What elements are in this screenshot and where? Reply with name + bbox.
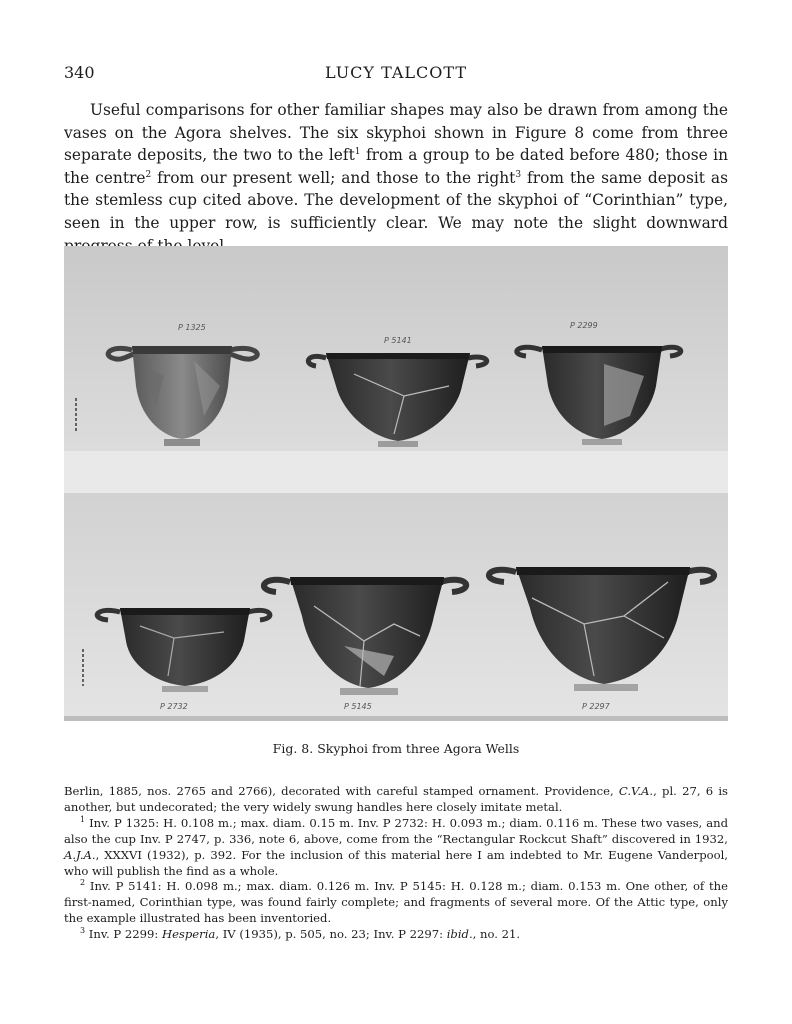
footnote-cont-text-2: , pl. 27, 6 is another, but undecorated; the very widely swung handles here closely imitate metal. [64, 784, 728, 814]
footnote-ref-1[interactable]: 1 [354, 147, 361, 158]
footnote-2-marker: 2 [80, 878, 86, 888]
footnote-1-aja: A.J.A. [64, 847, 96, 862]
footnote-3-hesperia: Hesperia [161, 927, 216, 942]
label-p2732: P 2732 [160, 702, 188, 711]
footnote-2 [64, 879, 728, 927]
label-p1325: P 1325 [178, 323, 206, 332]
footnote-2-text: Inv. P 5141: H. 0.098 m.; max. diam. 0.126 m. Inv. P 5145: H. 0.128 m.; diam. 0.153 m. One other, of the first-named, Corinthian type, was found fairly complete; and fragments of several more. Of the Attic type, only the example illustrated has been inventoried. [64, 879, 728, 926]
body-text-1: Useful comparisons for other familiar shapes may also be drawn from among the vases on the Agora shelves. The six skyphoi shown in Figure 8 come from three separate deposits, the two to the left [64, 101, 728, 165]
body-text-2: from a group to be dated before 480; those in the centre [64, 146, 728, 187]
footnote-1-marker: 1 [80, 814, 86, 824]
footnote-3-text-a: Inv. P 2299: [85, 927, 162, 942]
label-p2297: P 2297 [582, 702, 610, 711]
footnote-3 [64, 927, 728, 943]
body-paragraph [64, 99, 728, 257]
footnote-cont-text-1: Berlin, 1885, nos. 2765 and 2766), decorated with careful stamped ornament. Providence, [64, 784, 619, 798]
footnote-ref-2[interactable]: 2 [145, 169, 152, 180]
body-text-4: from the same deposit as the stemless cup cited above. The development of the skyphoi of “Corinthian” type, seen in the upper row, is sufficiently clear. We may note the slight downward [64, 168, 728, 232]
footnote-1 [64, 816, 728, 880]
footnote-continuation [64, 784, 728, 816]
footnote-1-text-b: , XXXVI (1932), p. 392. For the inclusion of this material here I am indebted to Mr. Eugene Vanderpool, who will publish the find as a whole. [64, 847, 728, 878]
label-p5141: P 5141 [384, 336, 412, 345]
skyphoi-photograph [64, 246, 728, 721]
footnote-3-text-c: , no. 21. [472, 927, 521, 942]
body-text-3: from our present well; and those to the right [151, 168, 516, 187]
footnote-3-text-b: , IV (1935), p. 505, no. 23; Inv. P 2297: [215, 927, 447, 942]
page-header [64, 63, 728, 87]
figure-caption: Fig. 8. Skyphoi from three Agora Wells [272, 741, 520, 756]
footnote-3-ibid: ibid. [446, 927, 473, 942]
label-p2299: P 2299 [570, 321, 598, 330]
footnote-ref-3[interactable]: 3 [515, 169, 522, 180]
footnote-cont-cva: C.V.A. [618, 784, 654, 798]
footnote-1-text-a: Inv. P 1325: H. 0.108 m.; max. diam. 0.15 m. Inv. P 2732: H. 0.093 m.; diam. 0.116 m. These two vases, and also the cup Inv. P 2747, p. 336, note 6, above, come from the “Rectangular Rockcut Shaft” discovered in 1932, [64, 815, 728, 846]
running-head: LUCY TALCOTT [324, 63, 468, 82]
footnote-3-marker: 3 [80, 926, 86, 936]
footnotes [64, 784, 728, 943]
label-p5145: P 5145 [344, 702, 372, 711]
figure-8-photo [64, 246, 728, 721]
page-number: 340 [64, 63, 95, 82]
